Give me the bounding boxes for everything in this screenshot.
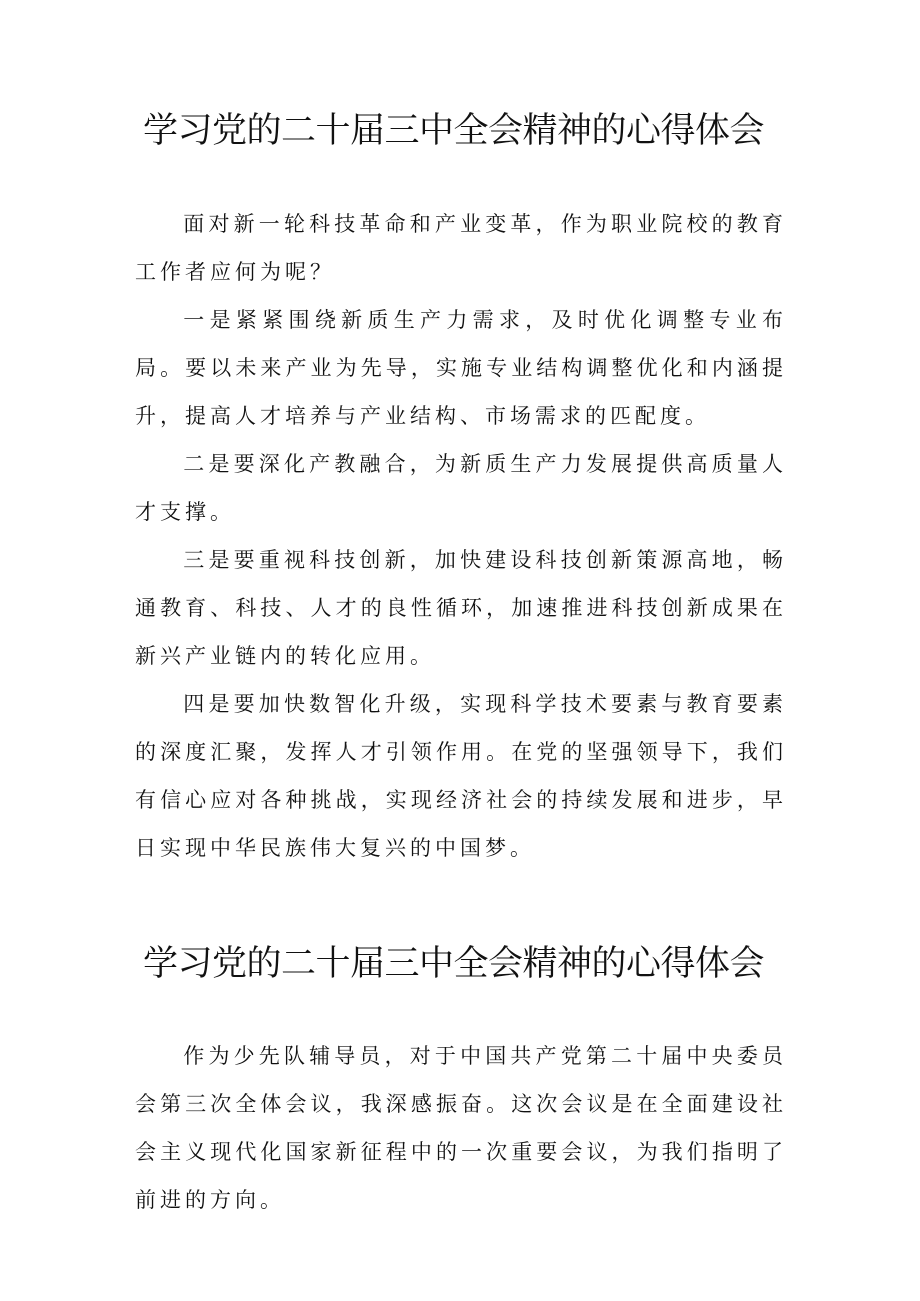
section-2-paragraph-1: 作为少先队辅导员，对于中国共产党第二十届中央委员会第三次全体会议，我深感振奋。这次会议是在全面建设社会主义现代化国家新征程中的一次重要会议，为我们指明了前进的方向。 — [135, 1044, 787, 1212]
section-1-paragraph-5: 四是要加快数智化升级，实现科学技术要素与教育要素的深度汇聚，发挥人才引领作用。在党的坚强领导下，我们有信心应对各种挑战，实现经济社会的持续发展和进步，早日实现中华民族伟大复兴的中国梦。 — [135, 692, 787, 860]
section-1-paragraph-1: 面对新一轮科技革命和产业变革，作为职业院校的教育工作者应何为呢？ — [135, 212, 787, 284]
section-2-body — [135, 1032, 787, 1224]
section-1-paragraph-3: 二是要深化产教融合，为新质生产力发展提供高质量人才支撑。 — [135, 452, 787, 524]
section-1-paragraph-2: 一是紧紧围绕新质生产力需求，及时优化调整专业布局。要以未来产业为先导，实施专业结构调整优化和内涵提升，提高人才培养与产业结构、市场需求的匹配度。 — [135, 308, 787, 428]
section-1-paragraph-4: 三是要重视科技创新，加快建设科技创新策源高地，畅通教育、科技、人才的良性循环，加速推进科技创新成果在新兴产业链内的转化应用。 — [135, 548, 787, 668]
section-2-title: 学习党的二十届三中全会精神的心得体会 — [143, 944, 765, 984]
section-1-body — [135, 200, 787, 872]
section-1-title: 学习党的二十届三中全会精神的心得体会 — [143, 111, 765, 151]
